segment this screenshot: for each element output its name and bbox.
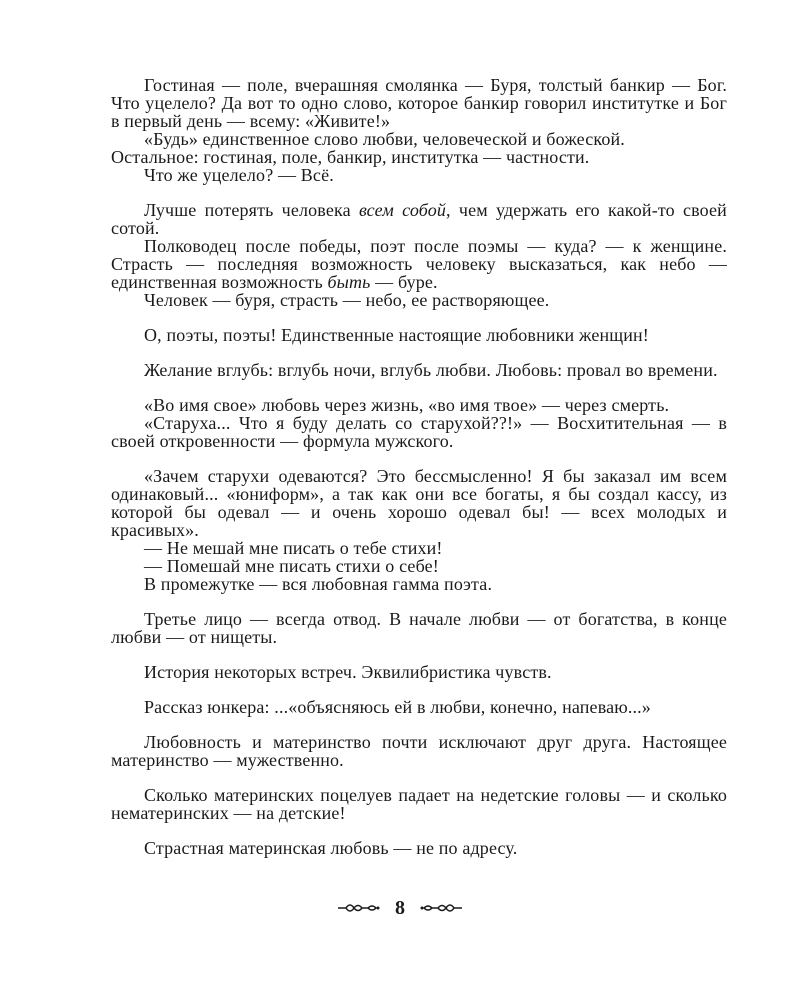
paragraph: Что же уцелело? — Всё. [144, 165, 334, 185]
text-block [111, 610, 727, 646]
paragraph: «Во имя свое» любовь через жизнь, «во имя твое» — через смерть. [144, 395, 670, 415]
italic-text: быть [327, 272, 371, 292]
text-block [111, 76, 727, 184]
text-block [111, 201, 727, 309]
text-block [111, 786, 727, 822]
text-block [111, 698, 727, 716]
paragraph: Желание вглубь: вглубь ночи, вглубь любви. Любовь: провал во времени. [144, 360, 718, 380]
text-run: , чем удержать его какой-то своей сотой. [111, 200, 727, 238]
text-block [111, 839, 727, 857]
text-block [111, 663, 727, 681]
paragraph: Человек — буря, страсть — небо, ее растворяющее. [144, 290, 550, 310]
paragraph: Сколько материнских поцелуев падает на недетские головы — и сколько нематеринских — на детские! [111, 785, 727, 823]
paragraph: Третье лицо — всегда отвод. В начале любви — от богатства, в конце любви — от нищеты. [111, 609, 727, 647]
text-block [111, 733, 727, 769]
italic-text: всем собой [358, 200, 446, 220]
paragraph: В промежутке — вся любовная гамма поэта. [144, 574, 493, 594]
paragraph: «Старуха... Что я буду делать со старухой??!» — Восхитительная — в своей откровенности — формула мужского. [111, 413, 727, 451]
page-text [111, 76, 727, 874]
page-footer [0, 896, 800, 920]
paragraph: Остальное: гостиная, поле, банкир, институтка — частности. [111, 147, 590, 167]
ornament-left-icon [336, 900, 380, 916]
paragraph: — Не мешай мне писать о тебе стихи! [144, 538, 443, 558]
ornament-right-icon [420, 900, 464, 916]
paragraph: Любовность и материнство почти исключают друг друга. Настоящее материнство — мужественно. [111, 732, 727, 770]
paragraph: О, поэты, поэты! Единственные настоящие любовники женщин! [144, 325, 649, 345]
text-block [111, 396, 727, 450]
paragraph: «Зачем старухи одеваются? Это бессмысленно! Я бы заказал им всем одинаковый... «юниформ», а так как они все богаты, я бы создал кассу, из которой бы одевал — и очень хорошо одевал бы! — всех молодых и красивых». [111, 466, 727, 540]
text-block [111, 361, 727, 379]
paragraph: Гостиная — поле, вчерашняя смолянка — Буря, толстый банкир — Бог. Что уцелело? Да вот то одно слово, которое банкир говорил институтке и Бог в первый день — всему: «Живите!» [111, 75, 727, 131]
paragraph: «Будь» единственное слово любви, человеческой и божеской. [144, 129, 625, 149]
text-block [111, 326, 727, 344]
paragraph: Страстная материнская любовь — не по адресу. [144, 838, 518, 858]
paragraph: Рассказ юнкера: ...«объясняюсь ей в любви, конечно, напеваю...» [144, 697, 651, 717]
paragraph: История некоторых встреч. Эквилибристика чувств. [144, 662, 552, 682]
text-run: Лучше потерять человека [144, 200, 359, 220]
paragraph: — Помешай мне писать стихи о себе! [144, 556, 439, 576]
paragraph [111, 201, 727, 237]
paragraph [111, 237, 727, 291]
text-run: Полководец после победы, поэт после поэмы — куда? — к женщине. Страсть — последняя возможность человеку высказаться, как небо — единственная возможность [111, 236, 727, 292]
page-number: 8 [395, 896, 405, 919]
text-block [111, 467, 727, 593]
text-run: — буре. [370, 272, 438, 292]
